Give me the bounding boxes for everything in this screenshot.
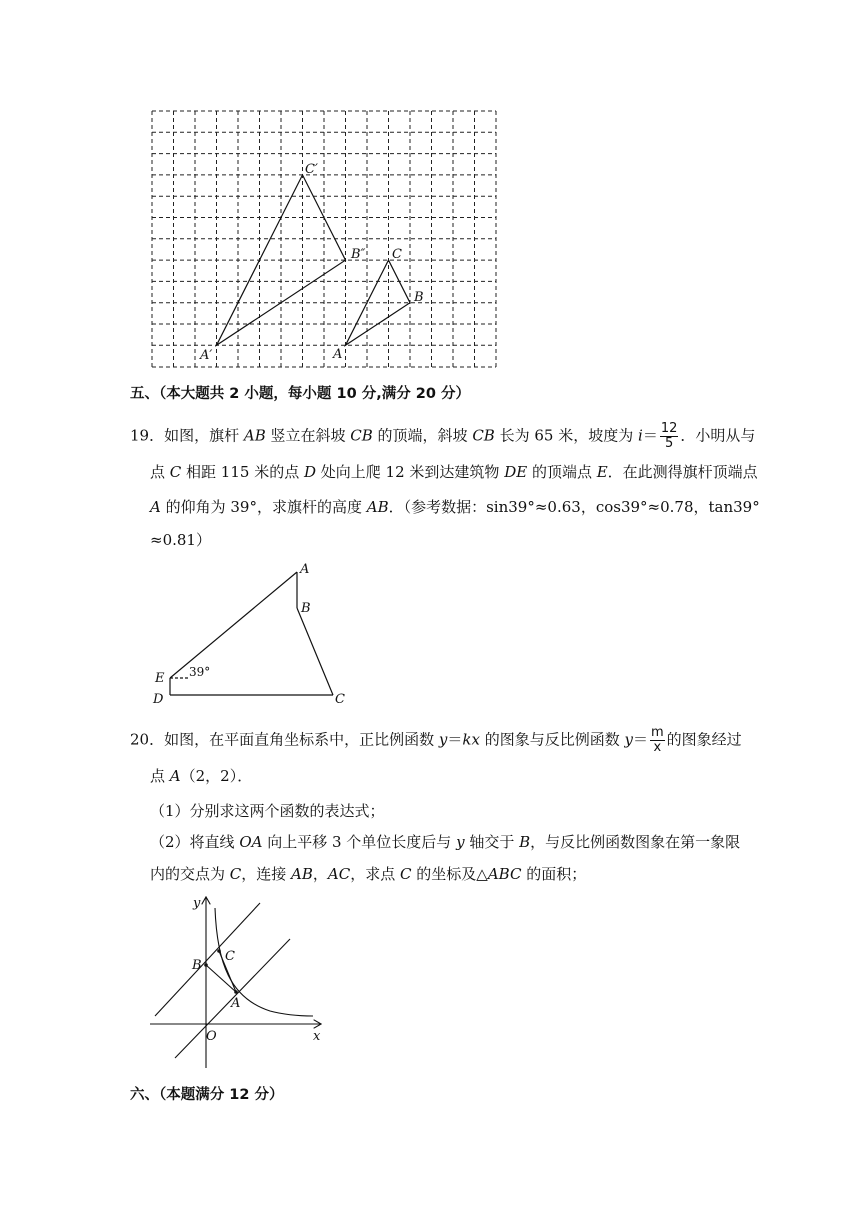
q20-var: y: [456, 833, 465, 851]
q20-text: 内的交点为: [150, 865, 230, 883]
q19-var: D: [303, 463, 317, 481]
section-6-heading: 六、（本题满分 12 分）: [130, 1087, 284, 1103]
label-c: C: [335, 692, 345, 707]
label-a: A: [231, 996, 241, 1011]
label-x: x: [313, 1029, 321, 1044]
q19-var: i: [638, 426, 643, 445]
q20-var: OA: [239, 833, 263, 851]
q19-text: ．在此测得旗杆顶端点: [607, 463, 758, 481]
label-b-prime: B″: [351, 247, 366, 262]
q19-line-1: [130, 422, 755, 451]
label-y: y: [193, 896, 201, 911]
q20-var: C: [400, 865, 412, 883]
section-5-heading: 五、（本大题共 2 小题，每小题 10 分,满分 20 分）: [130, 386, 470, 402]
q19-var: CB: [472, 426, 495, 445]
label-c: C: [392, 247, 402, 262]
angle-label: 39°: [189, 665, 211, 679]
q19-text: ．（参考数据：sin39°≈0.63，cos39°≈0.78，tan39°: [388, 498, 760, 516]
line-ea: [170, 572, 297, 678]
q19-line-3: [150, 497, 760, 517]
slope-bc: [297, 608, 333, 695]
q20-text: （2，2）．: [180, 767, 253, 785]
q19-var: E: [596, 463, 608, 481]
q20-number: 20．: [130, 730, 165, 749]
q20-var: B: [519, 833, 531, 851]
inverse-fraction: [650, 726, 665, 755]
q20-text: 如图，在平面直角坐标系中，正比例函数: [164, 730, 439, 749]
q20-text: 的面积；: [521, 865, 587, 883]
q20-part-1: （1）分别求这两个函数的表达式；: [150, 802, 385, 820]
q19-text: 处向上爬 12 米到达建筑物: [316, 463, 505, 481]
label-d: D: [153, 692, 164, 707]
q20-part-2-line-1: [150, 832, 740, 852]
q19-line-4: ≈0.81）: [150, 531, 211, 549]
q19-text: 点: [150, 463, 170, 481]
label-a-prime: A′: [200, 348, 213, 363]
q20-var: y: [438, 730, 448, 749]
q19-text: ．小明从与: [680, 426, 756, 445]
label-b: B: [192, 958, 202, 973]
q20-part-2-line-2: [150, 864, 586, 884]
label-b: B: [301, 601, 311, 616]
q20-var: A: [169, 767, 181, 785]
point-c: [217, 949, 221, 953]
q20-var: ABC: [487, 865, 522, 883]
q19-var: A: [150, 498, 161, 516]
q20-var: AB: [291, 865, 313, 883]
q20-var: C: [229, 865, 242, 883]
q20-text: ，连接: [241, 865, 292, 883]
q20-var: AC: [327, 865, 351, 883]
q19-line-2: [150, 462, 758, 482]
q19-text: ＝: [642, 426, 658, 445]
label-a: A: [300, 562, 310, 577]
q20-text: ，: [312, 865, 328, 883]
slope-numerator: 12: [660, 421, 678, 436]
inverse-denominator: x: [653, 740, 662, 755]
q19-var: CB: [350, 426, 373, 445]
label-a: A: [333, 347, 343, 362]
label-c: C: [225, 949, 235, 964]
q19-var: C: [169, 463, 182, 481]
label-o: O: [206, 1029, 217, 1044]
q19-var: AB: [366, 498, 389, 516]
q20-var: y: [624, 730, 633, 749]
q20-text: ＝: [632, 730, 648, 749]
q19-var: AB: [243, 426, 266, 445]
q19-text: 的顶端，斜坡: [372, 426, 473, 445]
coordinate-figure: [145, 893, 330, 1073]
q19-text: 的顶端点: [527, 463, 597, 481]
q20-text: 的坐标及△: [411, 865, 488, 883]
q19-var: DE: [504, 463, 528, 481]
inverse-numerator: m: [650, 725, 664, 740]
q20-text: 向上平移 3 个单位长度后与: [262, 833, 457, 851]
flagpole-figure: [145, 560, 360, 710]
segment-ab: [206, 965, 236, 992]
q20-text: ，求点: [350, 865, 401, 883]
q20-var: kx: [462, 730, 480, 749]
q19-number: 19．: [130, 426, 165, 445]
grid-figure: [140, 105, 510, 370]
q19-text: 的仰角为 39°，求旗杆的高度: [160, 498, 367, 516]
q19-text: 长为 65 米，坡度为: [494, 426, 638, 445]
q20-text: 轴交于: [464, 833, 520, 851]
q19-text: 如图，旗杆: [164, 426, 244, 445]
q20-text: 的图象经过: [666, 730, 742, 749]
label-b: B: [414, 290, 424, 305]
q20-text: 的图象与反比例函数: [479, 730, 625, 749]
q20-line-1: [130, 726, 742, 755]
point-a: [234, 990, 238, 994]
label-e: E: [155, 671, 165, 686]
q19-text: 相距 115 米的点: [181, 463, 304, 481]
q19-text: 竖立在斜坡: [265, 426, 351, 445]
q20-text: ，与反比例函数图象在第一象限: [530, 833, 741, 851]
q20-text: 点: [150, 767, 170, 785]
slope-denominator: 5: [664, 436, 674, 451]
label-c-prime: C′: [305, 162, 318, 177]
line-bc: [155, 903, 260, 1016]
point-b: [204, 963, 208, 967]
q20-text: ＝: [447, 730, 463, 749]
q20-line-2: [150, 766, 252, 786]
q20-text: （2）将直线: [150, 833, 240, 851]
slope-fraction: [660, 422, 679, 451]
